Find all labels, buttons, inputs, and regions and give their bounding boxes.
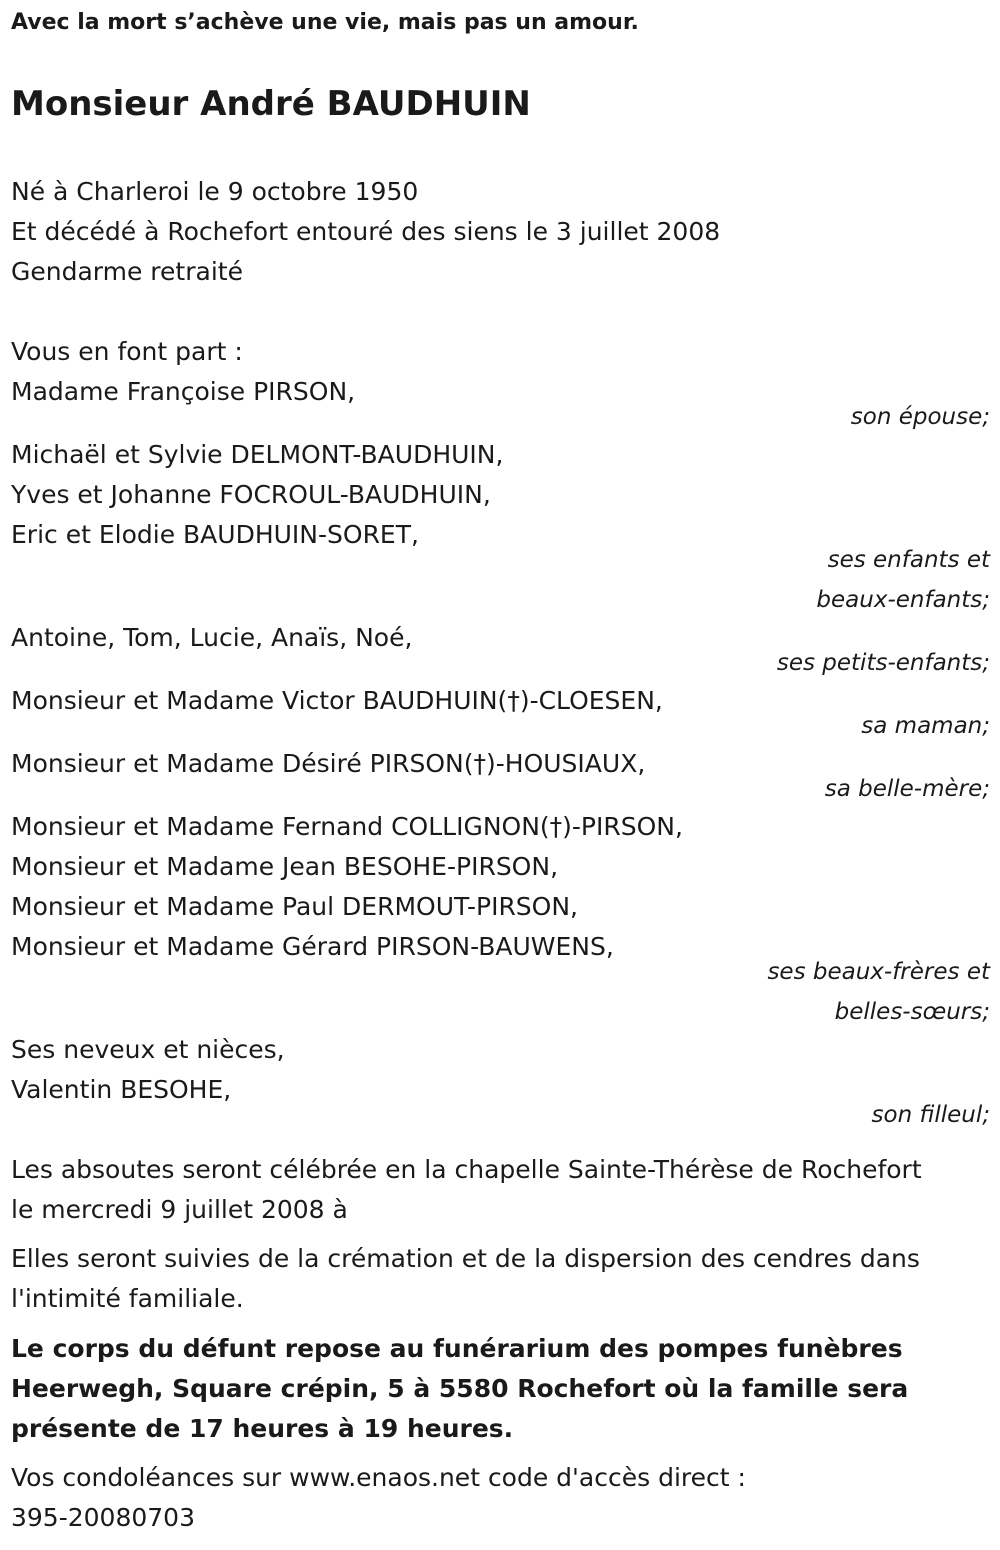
funeral-home-line: Le corps du défunt repose au funérarium des pompes funèbres <box>11 1334 903 1363</box>
children-relation: beaux-enfants; <box>816 587 990 613</box>
funeral-home-line: Heerwegh, Square crépin, 5 à 5580 Rochefort où la famille sera <box>11 1374 909 1403</box>
in-law-line: Monsieur et Madame Jean BESOHE-PIRSON, <box>11 852 559 881</box>
page-title: Monsieur André BAUDHUIN <box>11 84 531 124</box>
nephews-line: Ses neveux et nièces, <box>11 1035 285 1064</box>
spouse-name: Madame Françoise PIRSON, <box>11 377 356 406</box>
mother-name: Monsieur et Madame Victor BAUDHUIN(†)-CLOESEN, <box>11 686 663 715</box>
funeral-home-line: présente de 17 heures à 19 heures. <box>11 1414 514 1443</box>
ceremony-line: Les absoutes seront célébrée en la chapelle Sainte-Thérèse de Rochefort <box>11 1155 922 1184</box>
announce-line: Vous en font part : <box>11 337 243 366</box>
godson-relation: son filleul; <box>871 1102 990 1128</box>
occupation-line: Gendarme retraité <box>11 257 243 286</box>
cremation-line: l'intimité familiale. <box>11 1284 244 1313</box>
in-laws-relation: ses beaux-frères et <box>767 959 990 985</box>
in-law-line: Monsieur et Madame Paul DERMOUT-PIRSON, <box>11 892 579 921</box>
access-code: 395-20080703 <box>11 1503 195 1532</box>
grandchildren-relation: ses petits-enfants; <box>776 650 990 676</box>
birth-line: Né à Charleroi le 9 octobre 1950 <box>11 177 419 206</box>
children-relation: ses enfants et <box>827 547 990 573</box>
ceremony-line: le mercredi 9 juillet 2008 à <box>11 1195 348 1224</box>
child-line: Yves et Johanne FOCROUL-BAUDHUIN, <box>11 480 491 509</box>
grandchildren-names: Antoine, Tom, Lucie, Anaïs, Noé, <box>11 623 413 652</box>
condolences-line: Vos condoléances sur www.enaos.net code d'accès direct : <box>11 1463 746 1492</box>
mother-in-law-relation: sa belle-mère; <box>824 776 990 802</box>
death-line: Et décédé à Rochefort entouré des siens le 3 juillet 2008 <box>11 217 721 246</box>
in-law-line: Monsieur et Madame Gérard PIRSON-BAUWENS, <box>11 932 614 961</box>
mother-relation: sa maman; <box>861 713 990 739</box>
in-laws-relation: belles-sœurs; <box>834 999 990 1025</box>
spouse-relation: son épouse; <box>850 404 990 430</box>
mother-in-law-name: Monsieur et Madame Désiré PIRSON(†)-HOUSIAUX, <box>11 749 646 778</box>
cremation-line: Elles seront suivies de la crémation et de la dispersion des cendres dans <box>11 1244 920 1273</box>
godson-name: Valentin BESOHE, <box>11 1075 232 1104</box>
child-line: Michaël et Sylvie DELMONT-BAUDHUIN, <box>11 440 504 469</box>
epigraph: Avec la mort s’achève une vie, mais pas un amour. <box>11 10 639 35</box>
child-line: Eric et Elodie BAUDHUIN-SORET, <box>11 520 419 549</box>
in-law-line: Monsieur et Madame Fernand COLLIGNON(†)-PIRSON, <box>11 812 683 841</box>
